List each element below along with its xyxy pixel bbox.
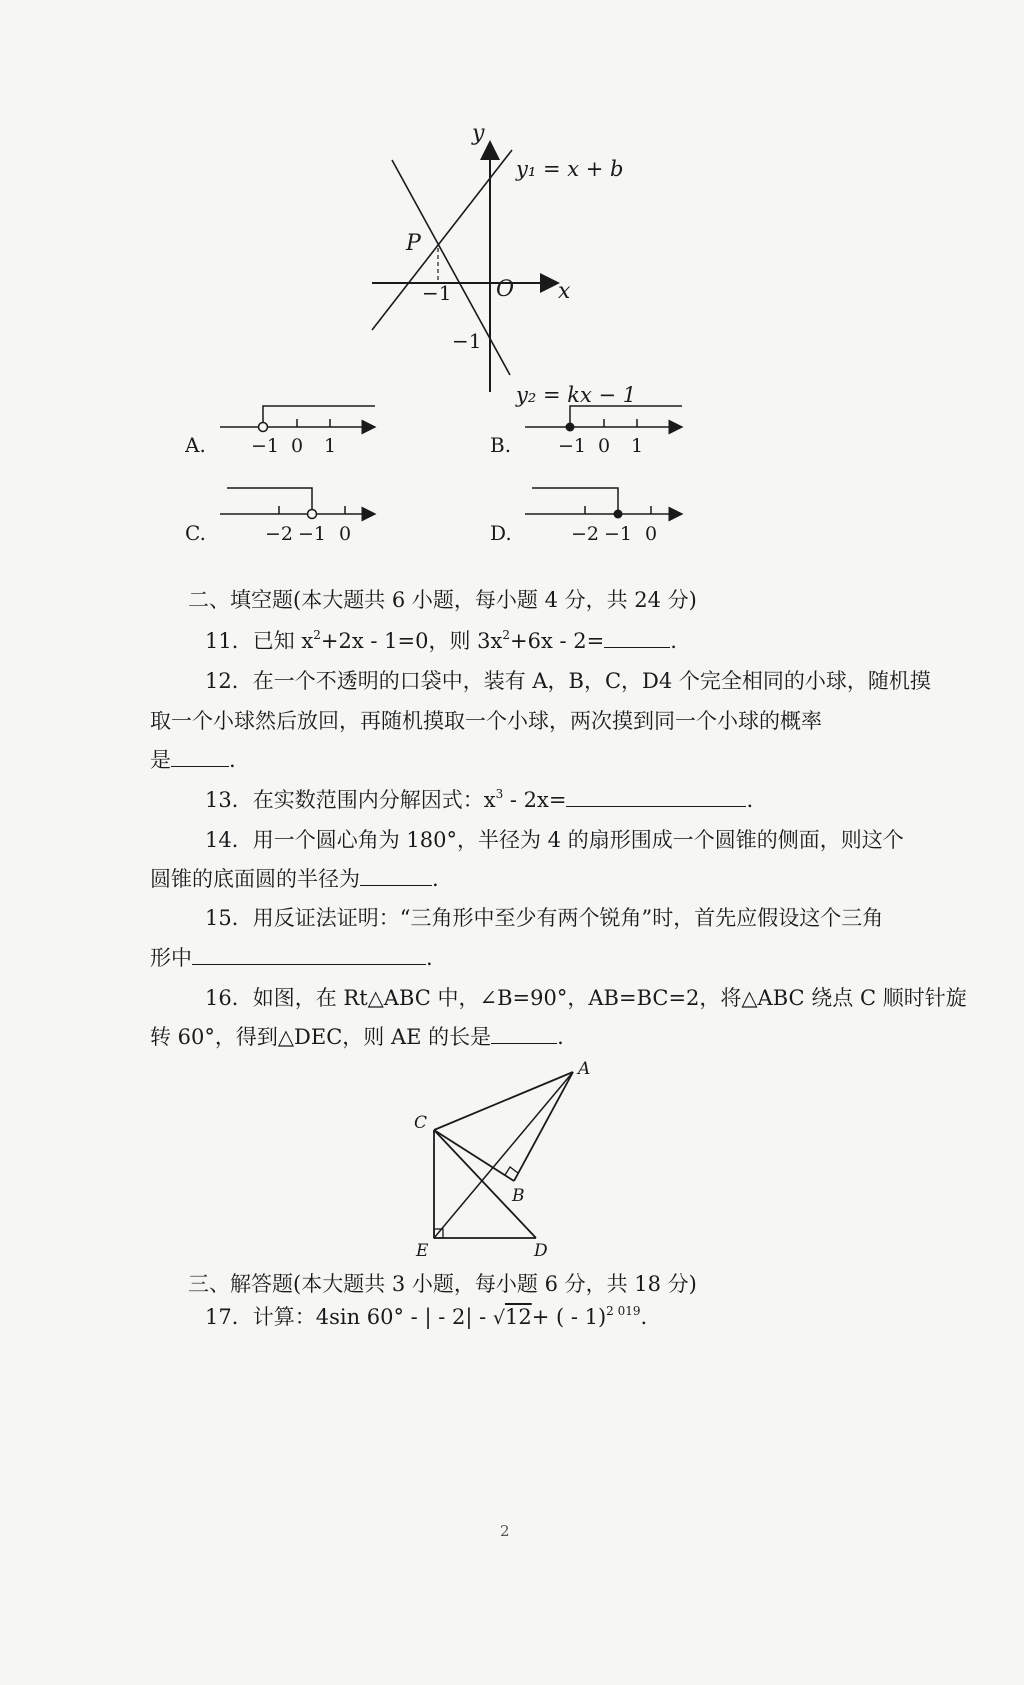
question-14-line2: 圆锥的底面圆的半径为 .	[150, 867, 439, 891]
option-d-letter: D.	[490, 521, 512, 545]
line-y2-label: y₂ = kx − 1	[516, 383, 637, 407]
section-2-heading: 二、填空题(本大题共 6 小题，每小题 4 分，共 24 分)	[188, 588, 697, 612]
option-b-letter: B.	[490, 433, 512, 457]
question-15-line2: 形中 .	[150, 946, 433, 970]
option-d-tick: 0	[645, 523, 658, 545]
question-16-line2: 转 60°，得到△DEC，则 AE 的长是 .	[150, 1025, 564, 1049]
option-d-tick: −1	[604, 523, 633, 545]
option-c-tick: −1	[298, 523, 327, 545]
open-dot	[308, 510, 317, 519]
section-3-heading: 三、解答题(本大题共 3 小题，每小题 6 分，共 18 分)	[188, 1272, 697, 1296]
answer-blank[interactable]	[566, 786, 746, 807]
answer-blank[interactable]	[171, 746, 229, 767]
option-a-letter: A.	[185, 433, 206, 457]
point-p-label: P	[406, 231, 421, 256]
option-d	[490, 480, 690, 546]
question-17: 17．计算：4sin 60° - | - 2| - √12+ ( - 1)$^{2 019}$.	[205, 1304, 648, 1329]
vertex-e: E	[416, 1241, 429, 1260]
filled-dot	[566, 423, 575, 432]
question-12-line3: 是 .	[150, 748, 236, 772]
option-a-tick: 0	[291, 435, 304, 457]
answer-blank[interactable]	[360, 865, 432, 886]
sqrt-radicand: 12	[504, 1305, 532, 1329]
option-b-tick: 1	[631, 435, 644, 457]
answer-blank[interactable]	[491, 1023, 557, 1044]
option-b-tick: −1	[558, 435, 587, 457]
option-b-tick: 0	[598, 435, 611, 457]
vertex-a: A	[578, 1060, 591, 1079]
question-16-line1: 16．如图，在 Rt△ABC 中，∠B=90°，AB=BC=2，将△ABC 绕点 C 顺时针旋	[205, 986, 967, 1010]
vertex-d: D	[534, 1241, 548, 1260]
option-a-tick: 1	[324, 435, 337, 457]
question-15-line1: 15．用反证法证明：“三角形中至少有两个锐角”时，首先应假设这个三角	[205, 906, 884, 930]
line-y1-label: y₁ = x + b	[516, 157, 624, 181]
origin-label: O	[496, 277, 515, 302]
triangle-figure	[410, 1060, 610, 1260]
page-number: 2	[500, 1522, 510, 1540]
question-14-line1: 14．用一个圆心角为 180°，半径为 4 的扇形围成一个圆锥的侧面，则这个	[205, 828, 904, 852]
x-tick-label: −1	[422, 281, 452, 305]
y-axis-label: y	[472, 121, 485, 146]
open-dot	[259, 423, 268, 432]
answer-blank[interactable]	[192, 944, 426, 965]
coordinate-graph	[340, 120, 660, 415]
option-c	[185, 480, 385, 546]
vertex-b: B	[512, 1186, 525, 1206]
option-a-tick: −1	[251, 435, 280, 457]
x-axis-label: x	[558, 279, 571, 304]
option-d-tick: −2	[571, 523, 600, 545]
option-a	[185, 400, 385, 466]
question-12-line2: 取一个小球然后放回，再随机摸取一个小球，两次摸到同一个小球的概率	[150, 709, 822, 733]
option-c-tick: 0	[339, 523, 352, 545]
option-c-letter: C.	[185, 521, 206, 545]
y-tick-label: −1	[452, 329, 482, 353]
answer-blank[interactable]	[604, 627, 670, 648]
option-b	[490, 400, 690, 466]
option-c-tick: −2	[265, 523, 294, 545]
question-13: 13．在实数范围内分解因式：$x^3 - 2x=$ .	[205, 787, 754, 812]
question-12-line1: 12．在一个不透明的口袋中，装有 A，B，C，D4 个完全相同的小球，随机摸	[205, 669, 931, 693]
line-y2	[392, 160, 510, 375]
filled-dot	[614, 510, 623, 519]
question-11: 11．已知 $x^2+2x - 1=0$，则 $3x^2+6x - 2=$ .	[205, 628, 677, 653]
vertex-c: C	[414, 1113, 428, 1133]
